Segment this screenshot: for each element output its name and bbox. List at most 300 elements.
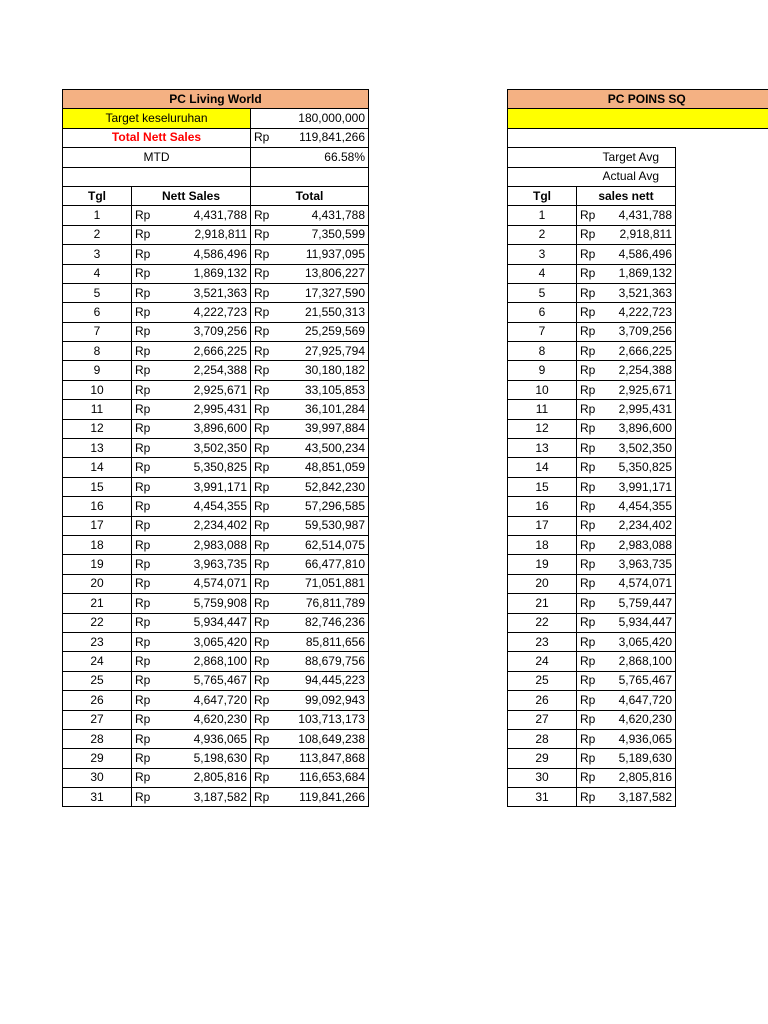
currency-label: Rp — [251, 128, 281, 147]
currency-label: Rp — [577, 691, 607, 710]
tgl-cell: 6 — [508, 303, 577, 322]
empty-cell — [676, 768, 768, 787]
table-row — [508, 380, 768, 399]
table-row — [508, 497, 768, 516]
tgl-cell: 24 — [63, 652, 132, 671]
currency-label: Rp — [577, 439, 607, 458]
nett-sales-cell: 3,187,582 — [182, 788, 251, 807]
currency-label: Rp — [577, 788, 607, 807]
nett-sales-cell: 1,869,132 — [182, 264, 251, 283]
total-cell: 108,649,238 — [281, 729, 369, 748]
sales-nett-cell: 4,936,065 — [607, 729, 676, 748]
table-row — [508, 516, 768, 535]
total-nett-sales-label: Total Nett Sales — [63, 128, 251, 147]
currency-label: Rp — [132, 497, 182, 516]
total-cell: 25,259,569 — [281, 322, 369, 341]
currency-label: Rp — [577, 245, 607, 264]
tgl-cell: 24 — [508, 652, 577, 671]
sales-nett-cell: 2,995,431 — [607, 400, 676, 419]
empty-cell — [676, 574, 768, 593]
currency-label: Rp — [577, 342, 607, 361]
total-cell: 30,180,182 — [281, 361, 369, 380]
currency-label: Rp — [251, 206, 281, 225]
nett-sales-cell: 5,765,467 — [182, 671, 251, 690]
total-cell: 99,092,943 — [281, 691, 369, 710]
empty-cell — [676, 186, 768, 205]
total-cell: 103,713,173 — [281, 710, 369, 729]
sales-nett-cell: 3,187,582 — [607, 788, 676, 807]
currency-label: Rp — [132, 342, 182, 361]
total-cell: 94,445,223 — [281, 671, 369, 690]
currency-label: Rp — [577, 206, 607, 225]
tgl-cell: 29 — [63, 749, 132, 768]
empty-cell — [676, 322, 768, 341]
currency-label: Rp — [577, 361, 607, 380]
currency-label: Rp — [251, 458, 281, 477]
empty-cell — [676, 594, 768, 613]
currency-label: Rp — [132, 303, 182, 322]
tgl-cell: 22 — [508, 613, 577, 632]
currency-label: Rp — [577, 283, 607, 302]
total-cell: 17,327,590 — [281, 283, 369, 302]
sales-nett-cell: 4,620,230 — [607, 710, 676, 729]
tgl-cell: 21 — [508, 594, 577, 613]
tgl-cell: 2 — [508, 225, 577, 244]
nett-sales-cell: 2,995,431 — [182, 400, 251, 419]
tgl-cell: 28 — [508, 729, 577, 748]
empty-cell — [676, 555, 768, 574]
tgl-cell: 14 — [63, 458, 132, 477]
currency-label: Rp — [577, 652, 607, 671]
nett-sales-cell: 5,198,630 — [182, 749, 251, 768]
tgl-cell: 26 — [63, 691, 132, 710]
empty-cell — [676, 749, 768, 768]
sales-nett-cell: 3,963,735 — [607, 555, 676, 574]
currency-label: Rp — [132, 535, 182, 554]
tgl-cell: 26 — [508, 691, 577, 710]
currency-label: Rp — [132, 749, 182, 768]
currency-label: Rp — [577, 632, 607, 651]
total-cell: 13,806,227 — [281, 264, 369, 283]
currency-label: Rp — [577, 303, 607, 322]
tgl-cell: 3 — [508, 245, 577, 264]
tgl-cell: 1 — [63, 206, 132, 225]
currency-label: Rp — [251, 361, 281, 380]
tgl-cell: 8 — [508, 342, 577, 361]
nett-sales-cell: 4,222,723 — [182, 303, 251, 322]
total-cell: 57,296,585 — [281, 497, 369, 516]
nett-sales-cell: 2,868,100 — [182, 652, 251, 671]
currency-label: Rp — [577, 749, 607, 768]
empty-cell — [676, 245, 768, 264]
empty-cell — [676, 264, 768, 283]
tgl-cell: 3 — [63, 245, 132, 264]
tgl-cell: 18 — [508, 535, 577, 554]
empty-cell — [676, 380, 768, 399]
tgl-cell: 31 — [63, 788, 132, 807]
currency-label: Rp — [577, 594, 607, 613]
empty-cell — [676, 128, 768, 147]
empty-cell — [676, 671, 768, 690]
sales-nett-cell: 5,759,447 — [607, 594, 676, 613]
sales-nett-cell: 4,431,788 — [607, 206, 676, 225]
sales-nett-cell: 5,934,447 — [607, 613, 676, 632]
table-row — [508, 768, 768, 787]
nett-sales-cell: 3,896,600 — [182, 419, 251, 438]
tgl-cell: 10 — [508, 380, 577, 399]
table-row — [508, 419, 768, 438]
tgl-cell: 17 — [63, 516, 132, 535]
total-cell: 52,842,230 — [281, 477, 369, 496]
table-title: PC Living World — [63, 90, 369, 109]
tgl-cell: 20 — [508, 574, 577, 593]
empty-cell — [676, 632, 768, 651]
empty-cell — [676, 613, 768, 632]
table-row — [508, 439, 768, 458]
currency-label: Rp — [251, 283, 281, 302]
empty-cell — [676, 691, 768, 710]
currency-label: Rp — [132, 361, 182, 380]
column-header-sales-nett: sales nett — [577, 186, 676, 205]
total-cell: 66,477,810 — [281, 555, 369, 574]
currency-label: Rp — [132, 477, 182, 496]
currency-label: Rp — [251, 245, 281, 264]
sales-nett-cell: 3,502,350 — [607, 439, 676, 458]
sales-nett-cell: 2,234,402 — [607, 516, 676, 535]
currency-label: Rp — [132, 516, 182, 535]
sales-nett-cell: 2,983,088 — [607, 535, 676, 554]
sales-nett-cell: 5,350,825 — [607, 458, 676, 477]
tgl-cell: 31 — [508, 788, 577, 807]
currency-label: Rp — [132, 710, 182, 729]
currency-label: Rp — [577, 574, 607, 593]
currency-label: Rp — [251, 613, 281, 632]
tgl-cell: 4 — [508, 264, 577, 283]
nett-sales-cell: 4,454,355 — [182, 497, 251, 516]
nett-sales-cell: 3,521,363 — [182, 283, 251, 302]
total-cell: 62,514,075 — [281, 535, 369, 554]
nett-sales-cell: 3,709,256 — [182, 322, 251, 341]
currency-label: Rp — [132, 264, 182, 283]
table-row — [508, 206, 768, 225]
total-cell: 39,997,884 — [281, 419, 369, 438]
tgl-cell: 25 — [508, 671, 577, 690]
table-row — [508, 788, 768, 807]
nett-sales-cell: 2,254,388 — [182, 361, 251, 380]
empty-cell — [676, 729, 768, 748]
sales-nett-cell: 2,918,811 — [607, 225, 676, 244]
empty-cell — [676, 710, 768, 729]
currency-label: Rp — [577, 555, 607, 574]
sales-nett-cell: 3,521,363 — [607, 283, 676, 302]
currency-label: Rp — [132, 632, 182, 651]
total-cell: 116,653,684 — [281, 768, 369, 787]
currency-label: Rp — [251, 788, 281, 807]
empty-cell — [676, 497, 768, 516]
currency-label: Rp — [132, 400, 182, 419]
currency-label: Rp — [577, 264, 607, 283]
tgl-cell: 19 — [508, 555, 577, 574]
total-cell: 21,550,313 — [281, 303, 369, 322]
total-cell: 43,500,234 — [281, 439, 369, 458]
empty-cell — [676, 283, 768, 302]
total-cell: 119,841,266 — [281, 788, 369, 807]
nett-sales-cell: 4,431,788 — [182, 206, 251, 225]
sales-nett-cell: 4,574,071 — [607, 574, 676, 593]
currency-label: Rp — [251, 574, 281, 593]
nett-sales-cell: 4,936,065 — [182, 729, 251, 748]
total-cell: 4,431,788 — [281, 206, 369, 225]
tgl-cell: 12 — [63, 419, 132, 438]
currency-label: Rp — [132, 419, 182, 438]
tgl-cell: 30 — [508, 768, 577, 787]
sales-nett-cell: 2,925,671 — [607, 380, 676, 399]
table-row — [508, 535, 768, 554]
tgl-cell: 18 — [63, 535, 132, 554]
total-cell: 48,851,059 — [281, 458, 369, 477]
currency-label: Rp — [132, 729, 182, 748]
tgl-cell: 27 — [63, 710, 132, 729]
currency-label: Rp — [132, 594, 182, 613]
tgl-cell: 30 — [63, 768, 132, 787]
currency-label: Rp — [132, 788, 182, 807]
nett-sales-cell: 5,759,908 — [182, 594, 251, 613]
table-row — [508, 361, 768, 380]
currency-label: Rp — [251, 594, 281, 613]
tgl-cell: 5 — [63, 283, 132, 302]
currency-label: Rp — [577, 458, 607, 477]
total-cell: 85,811,656 — [281, 632, 369, 651]
nett-sales-cell: 3,502,350 — [182, 439, 251, 458]
sales-nett-cell: 2,254,388 — [607, 361, 676, 380]
tgl-cell: 27 — [508, 710, 577, 729]
table-row — [508, 342, 768, 361]
target-avg-label: Target Avg — [508, 148, 676, 167]
currency-label: Rp — [251, 264, 281, 283]
sales-nett-cell: 2,868,100 — [607, 652, 676, 671]
empty-cell — [676, 167, 768, 186]
table-row — [508, 477, 768, 496]
empty-cell — [676, 439, 768, 458]
currency-label: Rp — [251, 749, 281, 768]
tgl-cell: 11 — [63, 400, 132, 419]
empty-cell — [676, 419, 768, 438]
nett-sales-cell: 2,234,402 — [182, 516, 251, 535]
table-row — [508, 400, 768, 419]
table-row — [508, 671, 768, 690]
sales-nett-cell: 3,065,420 — [607, 632, 676, 651]
tgl-cell: 2 — [63, 225, 132, 244]
currency-label: Rp — [132, 439, 182, 458]
nett-sales-cell: 4,574,071 — [182, 574, 251, 593]
sales-nett-cell: 4,586,496 — [607, 245, 676, 264]
tgl-cell: 25 — [63, 671, 132, 690]
tgl-cell: 15 — [63, 477, 132, 496]
currency-label: Rp — [251, 768, 281, 787]
table-row — [508, 594, 768, 613]
currency-label: Rp — [251, 652, 281, 671]
currency-label: Rp — [251, 400, 281, 419]
tgl-cell: 10 — [63, 380, 132, 399]
currency-label: Rp — [577, 516, 607, 535]
table-title: PC POINS SQ — [508, 90, 768, 109]
sales-nett-cell: 5,189,630 — [607, 749, 676, 768]
column-header-nett-sales: Nett Sales — [132, 186, 251, 205]
empty-cell — [676, 400, 768, 419]
sales-nett-cell: 4,454,355 — [607, 497, 676, 516]
empty-cell — [676, 225, 768, 244]
table-row — [508, 283, 768, 302]
currency-label: Rp — [251, 497, 281, 516]
currency-label: Rp — [132, 652, 182, 671]
currency-label: Rp — [577, 477, 607, 496]
actual-avg-label: Actual Avg — [508, 167, 676, 186]
empty-cell — [676, 206, 768, 225]
column-header-tgl: Tgl — [508, 186, 577, 205]
currency-label: Rp — [132, 768, 182, 787]
empty-cell — [508, 128, 676, 147]
tgl-cell: 9 — [63, 361, 132, 380]
nett-sales-cell: 5,934,447 — [182, 613, 251, 632]
sales-nett-cell: 2,805,816 — [607, 768, 676, 787]
currency-label: Rp — [132, 380, 182, 399]
currency-label: Rp — [251, 342, 281, 361]
tgl-cell: 7 — [508, 322, 577, 341]
empty-cell — [676, 361, 768, 380]
nett-sales-cell: 3,991,171 — [182, 477, 251, 496]
total-cell: 7,350,599 — [281, 225, 369, 244]
column-header-tgl: Tgl — [63, 186, 132, 205]
currency-label: Rp — [251, 632, 281, 651]
currency-label: Rp — [132, 574, 182, 593]
total-cell: 88,679,756 — [281, 652, 369, 671]
tgl-cell: 28 — [63, 729, 132, 748]
tgl-cell: 17 — [508, 516, 577, 535]
nett-sales-cell: 4,647,720 — [182, 691, 251, 710]
currency-label: Rp — [251, 516, 281, 535]
tgl-cell: 12 — [508, 419, 577, 438]
currency-label: Rp — [577, 613, 607, 632]
tgl-cell: 9 — [508, 361, 577, 380]
mtd-value: 66.58% — [251, 148, 369, 167]
currency-label: Rp — [132, 283, 182, 302]
tgl-cell: 20 — [63, 574, 132, 593]
total-cell: 82,746,236 — [281, 613, 369, 632]
nett-sales-cell: 2,805,816 — [182, 768, 251, 787]
currency-label: Rp — [251, 535, 281, 554]
sales-nett-cell: 3,991,171 — [607, 477, 676, 496]
table-row — [508, 225, 768, 244]
tgl-cell: 14 — [508, 458, 577, 477]
nett-sales-cell: 4,620,230 — [182, 710, 251, 729]
total-cell: 11,937,095 — [281, 245, 369, 264]
total-cell: 36,101,284 — [281, 400, 369, 419]
currency-label: Rp — [251, 691, 281, 710]
currency-label: Rp — [132, 206, 182, 225]
tgl-cell: 1 — [508, 206, 577, 225]
currency-label: Rp — [132, 322, 182, 341]
table-row — [508, 264, 768, 283]
table-row — [508, 691, 768, 710]
highlight-row — [508, 109, 768, 128]
table-row — [508, 303, 768, 322]
currency-label: Rp — [577, 535, 607, 554]
currency-label: Rp — [251, 671, 281, 690]
tgl-cell: 23 — [508, 632, 577, 651]
table-row — [508, 458, 768, 477]
currency-label: Rp — [251, 555, 281, 574]
empty-cell — [676, 535, 768, 554]
table-row — [508, 322, 768, 341]
total-cell: 71,051,881 — [281, 574, 369, 593]
empty-cell — [676, 458, 768, 477]
currency-label: Rp — [577, 322, 607, 341]
currency-label: Rp — [251, 729, 281, 748]
currency-label: Rp — [132, 458, 182, 477]
currency-label: Rp — [577, 225, 607, 244]
currency-label: Rp — [251, 477, 281, 496]
currency-label: Rp — [577, 768, 607, 787]
nett-sales-cell: 2,666,225 — [182, 342, 251, 361]
tgl-cell: 11 — [508, 400, 577, 419]
total-cell: 59,530,987 — [281, 516, 369, 535]
nett-sales-cell: 3,065,420 — [182, 632, 251, 651]
tgl-cell: 13 — [63, 439, 132, 458]
tgl-cell: 16 — [63, 497, 132, 516]
sales-nett-cell: 4,647,720 — [607, 691, 676, 710]
mtd-label: MTD — [63, 148, 251, 167]
sales-nett-cell: 4,222,723 — [607, 303, 676, 322]
column-header-total: Total — [251, 186, 369, 205]
tgl-cell: 13 — [508, 439, 577, 458]
nett-sales-cell: 2,983,088 — [182, 535, 251, 554]
tgl-cell: 4 — [63, 264, 132, 283]
table-row — [508, 245, 768, 264]
tgl-cell: 6 — [63, 303, 132, 322]
tgl-cell: 29 — [508, 749, 577, 768]
empty-cell — [676, 303, 768, 322]
currency-label: Rp — [251, 419, 281, 438]
nett-sales-cell: 4,586,496 — [182, 245, 251, 264]
pc-poins-sq-table — [507, 89, 768, 807]
currency-label: Rp — [251, 225, 281, 244]
tgl-cell: 23 — [63, 632, 132, 651]
currency-label: Rp — [251, 439, 281, 458]
tgl-cell: 16 — [508, 497, 577, 516]
currency-label: Rp — [577, 419, 607, 438]
tgl-cell: 7 — [63, 322, 132, 341]
nett-sales-cell: 5,350,825 — [182, 458, 251, 477]
total-cell: 27,925,794 — [281, 342, 369, 361]
sales-nett-cell: 5,765,467 — [607, 671, 676, 690]
table-row — [508, 613, 768, 632]
currency-label: Rp — [132, 225, 182, 244]
currency-label: Rp — [132, 555, 182, 574]
tgl-cell: 5 — [508, 283, 577, 302]
currency-label: Rp — [577, 710, 607, 729]
currency-label: Rp — [251, 380, 281, 399]
currency-label: Rp — [251, 303, 281, 322]
tgl-cell: 19 — [63, 555, 132, 574]
tgl-cell: 15 — [508, 477, 577, 496]
target-label: Target keseluruhan — [63, 109, 251, 128]
empty-cell — [676, 342, 768, 361]
tgl-cell: 8 — [63, 342, 132, 361]
currency-label: Rp — [132, 671, 182, 690]
tgl-cell: 22 — [63, 613, 132, 632]
empty-cell — [676, 788, 768, 807]
empty-cell — [676, 148, 768, 167]
